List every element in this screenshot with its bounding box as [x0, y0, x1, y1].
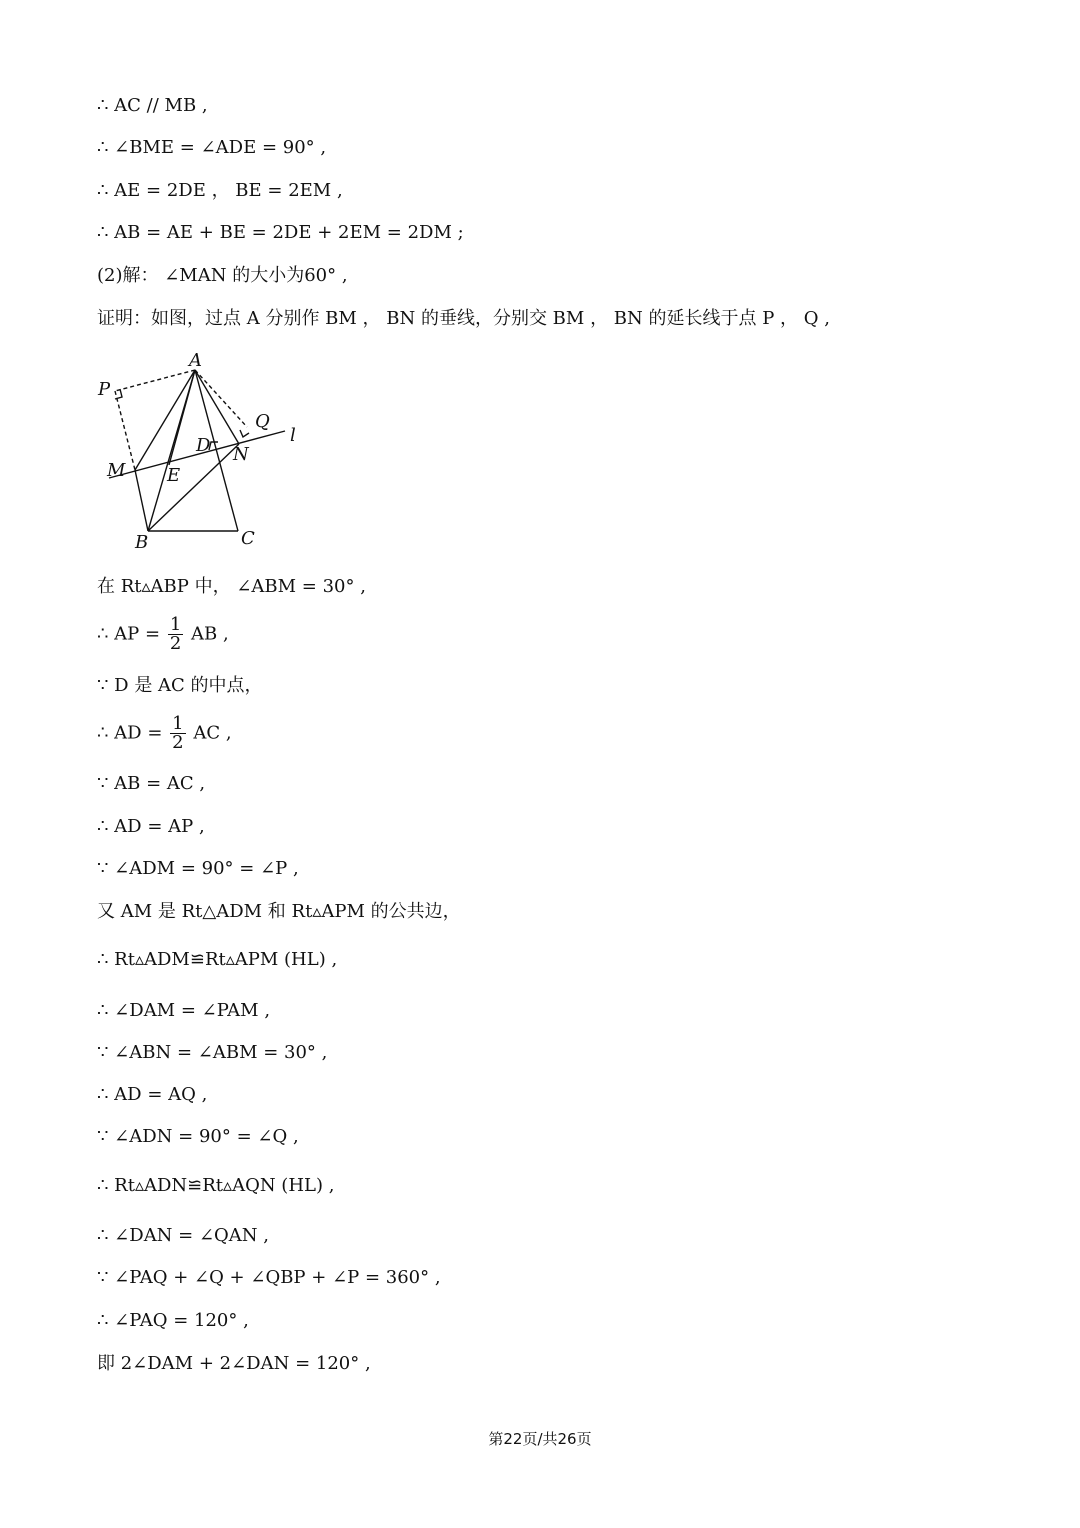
label-D: D: [196, 435, 211, 456]
proof-line-13: ∵ ∠ADM = 90° = ∠P ,: [97, 858, 299, 879]
fraction-denominator: 2: [169, 633, 182, 654]
proof-line-4: ∴ AB = AE + BE = 2DE + 2EM = 2DM ;: [97, 222, 464, 243]
label-l: l: [290, 425, 296, 446]
proof-line-24: 即 2∠DAM + 2∠DAN = 120° ,: [97, 1353, 371, 1374]
label-Q: Q: [255, 411, 270, 432]
proof-line-14: 又 AM 是 Rt△ADM 和 Rt▵APM 的公共边，: [97, 901, 461, 922]
proof-line-18: ∴ AD = AQ ,: [97, 1084, 208, 1105]
proof-line-17: ∵ ∠ABN = ∠ABM = 30° ,: [97, 1042, 328, 1063]
proof-line-21: ∴ ∠DAN = ∠QAN ,: [97, 1225, 269, 1246]
proof-line-12: ∴ AD = AP ,: [97, 816, 205, 837]
label-B: B: [135, 532, 149, 553]
proof-line-3: ∴ AE = 2DE ， BE = 2EM ,: [97, 180, 343, 201]
dashed-line-AP: [115, 370, 195, 391]
label-A: A: [189, 350, 202, 371]
proof-line-11: ∵ AB = AC ,: [97, 773, 206, 794]
proof-line-23: ∴ ∠PAQ = 120° ,: [97, 1310, 249, 1331]
fraction-one-half: [168, 616, 183, 653]
proof-line-8-lhs: ∴ AP =: [97, 623, 161, 645]
proof-line-1: ∴ AC // MB ,: [97, 95, 208, 116]
right-angle-mark-Q: [240, 430, 249, 437]
page-number-footer: 第22页/共26页: [488, 1430, 592, 1448]
fraction-denominator: 2: [172, 732, 184, 753]
segment-AM: [135, 370, 195, 470]
proof-line-2: ∴ ∠BME = ∠ADE = 90° ,: [97, 137, 327, 158]
fraction-numerator: 1: [169, 614, 182, 635]
proof-line-8: [97, 616, 229, 653]
geometry-diagram: [95, 345, 310, 555]
dashed-line-PM: [115, 391, 135, 470]
proof-line-10-lhs: ∴ AD =: [97, 722, 163, 744]
label-M: M: [107, 460, 126, 481]
proof-line-8-rhs: AB ,: [191, 623, 229, 645]
label-P: P: [98, 379, 111, 400]
label-N: N: [233, 444, 249, 465]
part-2-heading: (2)解： ∠MAN 的大小为60° ,: [97, 265, 348, 286]
proof-line-22: ∵ ∠PAQ + ∠Q + ∠QBP + ∠P = 360° ,: [97, 1267, 441, 1288]
label-E: E: [167, 465, 181, 486]
proof-line-16: ∴ ∠DAM = ∠PAM ,: [97, 1000, 271, 1021]
proof-line-20: ∴ Rt▵ADN≌Rt▵AQN (HL) ,: [97, 1175, 335, 1196]
label-C: C: [241, 528, 255, 549]
segment-AE: [169, 370, 195, 465]
segment-BN: [148, 444, 239, 531]
fraction-numerator: 1: [172, 713, 184, 734]
segment-BM: [135, 470, 148, 531]
proof-intro: 证明：如图，过点 A 分别作 BM ， BN 的垂线，分别交 BM ， BN 的延长线于点 P ， Q ,: [97, 308, 830, 329]
proof-line-15: ∴ Rt▵ADM≌Rt▵APM (HL) ,: [97, 949, 338, 970]
segment-AN: [195, 370, 239, 444]
proof-line-7: 在 Rt▵ABP 中， ∠ABM = 30° ,: [97, 576, 366, 597]
proof-line-19: ∵ ∠ADN = 90° = ∠Q ,: [97, 1126, 299, 1147]
proof-line-10: [97, 715, 232, 752]
fraction-one-half: [170, 715, 185, 752]
proof-line-9: ∵ D 是 AC 的中点，: [97, 675, 263, 696]
proof-line-10-rhs: AC ,: [193, 722, 232, 744]
